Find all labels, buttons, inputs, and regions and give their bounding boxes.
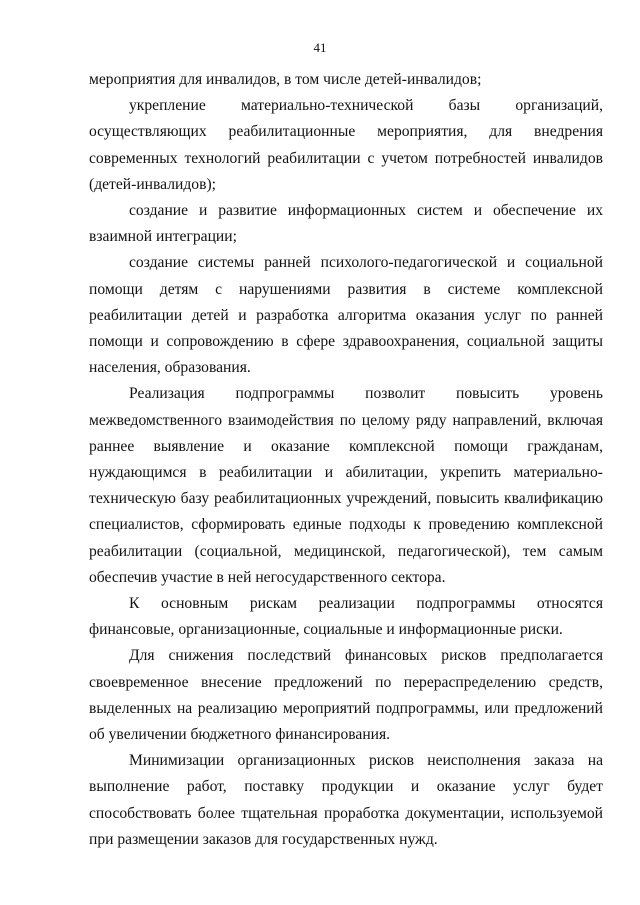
page-number: 41 [313, 40, 327, 55]
paragraph: Для снижения последствий финансовых рисков предполагается своевременное внесение предложений по перераспределению средств, выделенных на реализацию мероприятий подпрограммы, или предложений об увеличении бюджетного финансирования. [89, 647, 603, 744]
paragraph: создание и развитие информационных систем и обеспечение их взаимной интеграции; [89, 202, 603, 246]
document-body [89, 67, 603, 853]
paragraph: укрепление материально-технической базы организаций, осуществляющих реабилитационные мероприятия, для внедрения современных технологий реабилитации с учетом потребностей инвалидов (детей-инвалидов); [89, 97, 603, 193]
paragraph: Минимизации организационных рисков неисполнения заказа на выполнение работ, поставку продукции и оказание услуг будет способствовать более тщательная проработка документации, используемой при размещении заказов для государственных нужд. [89, 752, 603, 848]
paragraph-continuation: мероприятия для инвалидов, в том числе детей-инвалидов; [89, 71, 482, 88]
paragraph: К основным рискам реализации подпрограммы относятся финансовые, организационные, социальные и информационные риски. [89, 595, 603, 639]
paragraph: Реализация подпрограммы позволит повысить уровень межведомственного взаимодействия по целому ряду направлений, включая раннее выявление и оказание комплексной помощи гражданам, нуждающимся в реабилитации и абилитации, укрепить материально-техническую базу реабилитационных учреждений, повысить квалификацию специалистов, сформировать единые подходы к проведению комплексной реабилитации (социальной, медицинской, педагогической), тем самым обеспечив участие в ней негосударственного сектора. [89, 385, 603, 586]
paragraph: создание системы ранней психолого-педагогической и социальной помощи детям с нарушениями развития в системе комплексной реабилитации детей и разработка алгоритма оказания услуг по ранней помощи и сопровождению в сфере здравоохранения, социальной защиты населения, образования. [89, 254, 603, 377]
